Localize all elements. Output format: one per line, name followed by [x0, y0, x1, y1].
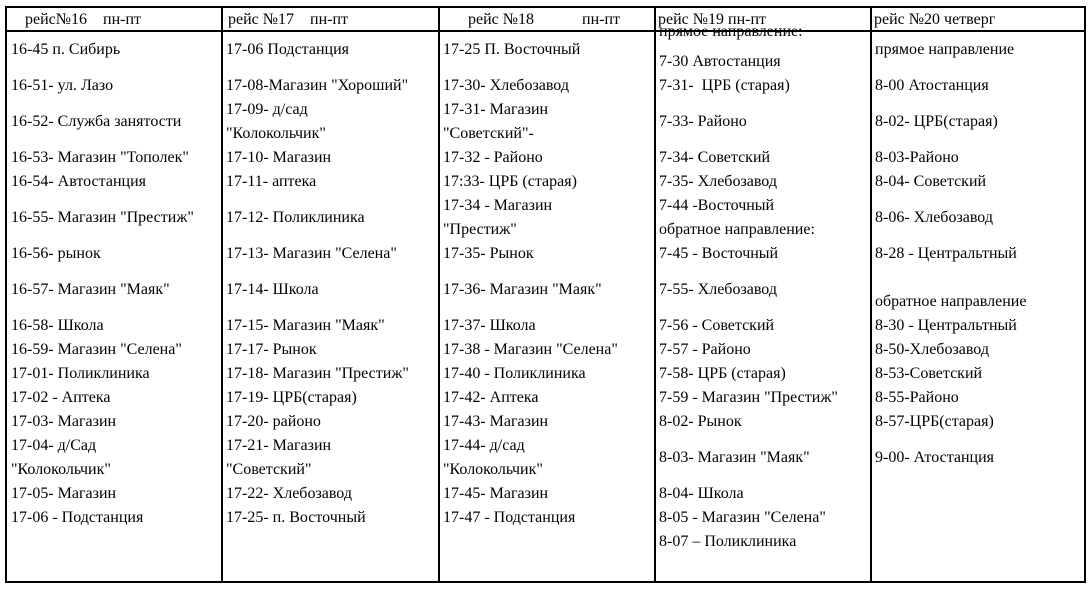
schedule-stop-line: 17-05- Магазин	[11, 485, 117, 502]
schedule-stop-line: 8-53-Советский	[875, 365, 983, 382]
schedule-stop-line: 8-28 - Центральтный	[875, 245, 1017, 262]
schedule-stop-line: 17-37- Школа	[443, 317, 536, 334]
schedule-stop-line: "Колокольчик"	[443, 461, 543, 478]
schedule-stop-line: 17-47 - Подстанция	[443, 509, 576, 526]
schedule-stop-line: 8-50-Хлебозавод	[875, 341, 989, 358]
schedule-stop-line: 17-25- п. Восточный	[226, 509, 366, 526]
schedule-stop-line: 17-02 - Аптека	[11, 389, 111, 406]
schedule-stop-line: 16-57- Магазин "Маяк"	[11, 281, 170, 298]
schedule-stop-line: 17-14- Школа	[226, 281, 319, 298]
schedule-stop-line: 17-42- Аптека	[443, 389, 539, 406]
schedule-stop-line: 17-40 - Поликлиника	[443, 365, 586, 382]
schedule-stop-line: 8-03-Районо	[875, 149, 959, 166]
schedule-stop-line: 17-22- Хлебозавод	[226, 485, 352, 502]
schedule-stop-line: 7-31- ЦРБ (старая)	[659, 77, 790, 94]
schedule-stop-line: "Колокольчик"	[226, 125, 326, 142]
schedule-stop-line: 17-17- Рынок	[226, 341, 317, 358]
table-header-row	[7, 8, 1084, 32]
schedule-stop-line: 7-44 -Восточный	[659, 197, 775, 214]
schedule-stop-line: 7-33- Районо	[659, 113, 747, 130]
schedule-stop-line: 8-57-ЦРБ(старая)	[875, 413, 994, 430]
schedule-stop-line: обратное направление:	[659, 221, 815, 238]
schedule-stop-line: 7-59 - Магазин "Престиж"	[659, 389, 838, 406]
schedule-stop-line: 8-02- ЦРБ(старая)	[875, 113, 998, 130]
schedule-stop-line: 17-09- д/сад	[226, 101, 308, 118]
schedule-stop-line: 7-58- ЦРБ (старая)	[659, 365, 786, 382]
schedule-stop-line: 17-01- Поликлиника	[11, 365, 150, 382]
schedule-stop-line: прямое направление:	[659, 23, 803, 40]
schedule-stop-line: 7-30 Автостанция	[659, 53, 781, 70]
schedule-stop-line: 17-45- Магазин	[443, 485, 549, 502]
schedule-stop-line: 8-55-Районо	[875, 389, 959, 406]
schedule-stop-line: 17-03- Магазин	[11, 413, 117, 430]
schedule-stop-line: 17-18- Магазин "Престиж"	[226, 365, 409, 382]
schedule-stop-line: 17-11- аптека	[226, 173, 317, 190]
schedule-stop-line: 17-10- Магазин	[226, 149, 332, 166]
schedule-stop-line: прямое направление	[875, 41, 1015, 58]
header-route-16: рейс№16 пн-пт	[25, 11, 142, 28]
schedule-stop-line: 7-34- Советский	[659, 149, 771, 166]
header-route-20: рейс №20 четверг	[874, 11, 996, 28]
schedule-stop-line: 17-32 - Районо	[443, 149, 543, 166]
schedule-stop-line: 16-53- Магазин "Тополек"	[11, 149, 189, 166]
schedule-stop-line: 17-12- Поликлиника	[226, 209, 365, 226]
schedule-stop-line: 17-06 Подстанция	[226, 41, 349, 58]
schedule-table	[5, 6, 1086, 583]
header-route-19: рейс №19 пн-пт	[658, 11, 767, 28]
schedule-stop-line: 17:33- ЦРБ (старая)	[443, 173, 577, 190]
schedule-stop-line: 8-00 Атостанция	[875, 77, 989, 94]
schedule-stop-line: 17-35- Рынок	[443, 245, 534, 262]
schedule-stop-line: 7-45 - Восточный	[659, 245, 779, 262]
column-divider	[870, 8, 872, 581]
schedule-stop-line: 17-25 П. Восточный	[443, 41, 581, 58]
schedule-stop-line: 8-05 - Магазин "Селена"	[659, 509, 826, 526]
schedule-stop-line: 9-00- Атостанция	[875, 449, 995, 466]
schedule-stop-line: 17-15- Магазин "Маяк"	[226, 317, 385, 334]
schedule-stop-line: 8-03- Магазин "Маяк"	[659, 449, 810, 466]
schedule-stop-line: 16-51- ул. Лазо	[11, 77, 114, 94]
schedule-stop-line: "Советский"-	[443, 125, 534, 142]
schedule-stop-line: 17-31- Магазин	[443, 101, 549, 118]
schedule-stop-line: 17-44- д/сад	[443, 437, 525, 454]
schedule-stop-line: 17-20- районо	[226, 413, 321, 430]
schedule-stop-line: 7-57 - Районо	[659, 341, 751, 358]
schedule-stop-line: 7-56 - Советский	[659, 317, 775, 334]
schedule-stop-line: 7-35- Хлебозавод	[659, 173, 777, 190]
schedule-stop-line: "Престиж"	[443, 221, 517, 238]
schedule-stop-line: 8-04- Школа	[659, 485, 744, 502]
column-divider	[438, 8, 440, 581]
schedule-stop-line: 16-54- Автостанция	[11, 173, 146, 190]
schedule-stop-line: 17-30- Хлебозавод	[443, 77, 569, 94]
schedule-stop-line: обратное направление	[875, 293, 1027, 310]
schedule-stop-line: 17-19- ЦРБ(старая)	[226, 389, 357, 406]
schedule-stop-line: 7-55- Хлебозавод	[659, 281, 777, 298]
schedule-stop-line: 8-07 – Поликлиника	[659, 533, 797, 550]
header-route-18: рейс №18 пн-пт	[468, 11, 621, 28]
schedule-stop-line: 16-55- Магазин "Престиж"	[11, 209, 194, 226]
header-route-17: рейс №17 пн-пт	[228, 11, 349, 28]
schedule-stop-line: "Колокольчик"	[11, 461, 111, 478]
schedule-stop-line: 17-21- Магазин	[226, 437, 332, 454]
schedule-stop-line: 17-08-Магазин "Хороший"	[226, 77, 409, 94]
schedule-stop-line: 8-02- Рынок	[659, 413, 742, 430]
column-divider	[221, 8, 223, 581]
schedule-stop-line: 17-43- Магазин	[443, 413, 549, 430]
schedule-stop-line: 8-30 - Центральтный	[875, 317, 1017, 334]
schedule-stop-line: 17-38 - Магазин "Селена"	[443, 341, 618, 358]
schedule-stop-line: 8-06- Хлебозавод	[875, 209, 993, 226]
schedule-stop-line: 16-59- Магазин "Селена"	[11, 341, 182, 358]
schedule-stop-line: "Советский"	[226, 461, 312, 478]
schedule-stop-line: 17-34 - Магазин	[443, 197, 553, 214]
schedule-stop-line: 16-45 п. Сибирь	[11, 41, 121, 58]
schedule-stop-line: 17-06 - Подстанция	[11, 509, 144, 526]
schedule-stop-line: 17-36- Магазин "Маяк"	[443, 281, 602, 298]
schedule-stop-line: 17-13- Магазин "Селена"	[226, 245, 397, 262]
schedule-stop-line: 17-04- д/Сад	[11, 437, 97, 454]
schedule-stop-line: 16-56- рынок	[11, 245, 101, 262]
schedule-stop-line: 16-58- Школа	[11, 317, 104, 334]
schedule-stop-line: 8-04- Советский	[875, 173, 987, 190]
column-divider	[654, 8, 656, 581]
schedule-stop-line: 16-52- Служба занятости	[11, 113, 182, 130]
